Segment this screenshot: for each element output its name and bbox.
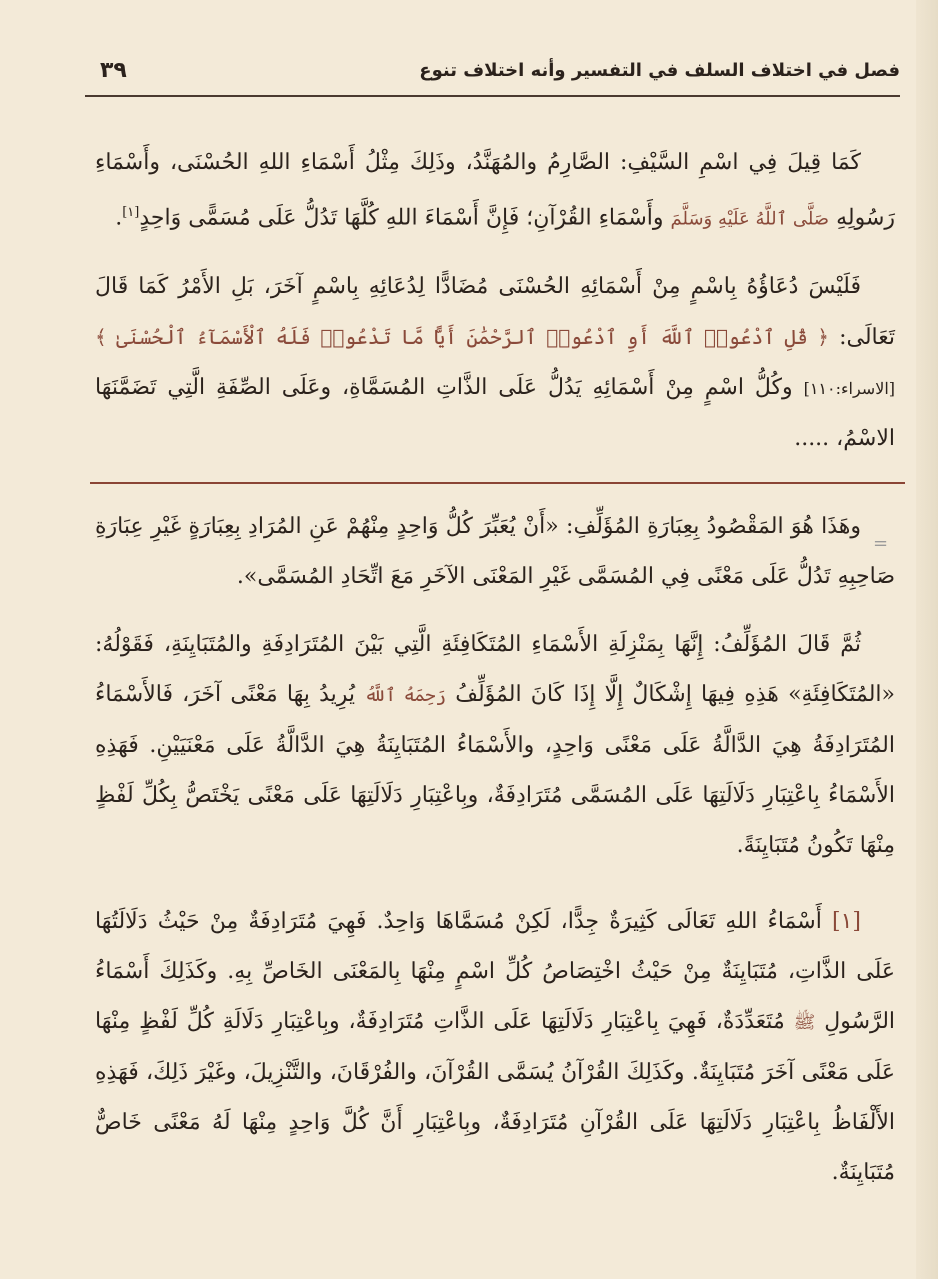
text-span: يُرِيدُ بِهَا مَعْنًى آخَرَ، فَالأَسْمَاءُ [95,682,356,708]
text-span: قَالَ تَعَالَى: [95,274,895,351]
text-span: عَلَى الذَّاتِ، مُتَبَايِنَةٌ مِنْ حَيْثُ اخْتِصَاصُ كُلِّ اسْمٍ مِنْهَا بِالمَعْنَى الخَاصِّ بِهِ. وكَذَلِكَ أَسْمَاءُ [95,959,895,985]
paragraph-1 [95,138,895,244]
honorific-salla: صَلَّى ٱللَّهُ عَلَيْهِ وَسَلَّمَ [670,208,830,230]
page-edge [916,0,938,1279]
text-span: «المُتَكَافِئَةِ» هَذِهِ فِيهَا إِشْكَالٌ إِلَّا إِذَا كَانَ المُؤَلِّفُ [455,682,895,708]
text-span: وهَذَا هُوَ المَقْصُودُ بِعِبَارَةِ المُؤَلِّفِ: «أَنْ يُعَبِّرَ كُلُّ وَاحِدٍ مِنْهُمْ عَنِ المُرَادِ بِعِبَارَةٍ غَيْرِ [150,514,861,540]
honorific-rahimahu: رَحِمَهُ ٱللَّهُ [364,685,446,707]
text-span: بِاعْتِبَارِ دَلَالَتِهَا عَلَى المُسَمَّى مُتَرَادِفَةٌ، وبِاعْتِبَارِ دَلَالَتِهَا عَلَى مَعْنًى يَخْتَصُّ بِكُلِّ لَفْظٍ مِنْهَا [95,783,895,859]
header-rule [85,95,900,97]
text-span: الرَّسُولِ [824,1009,896,1035]
text-span: مُتَعَدِّدَةٌ، فَهِيَ بِاعْتِبَارِ دَلَالَتِهَا عَلَى الذَّاتِ مُتَرَادِفَةٌ، وبِاعْتِبَارِ دَلَالَةِ كُلِّ لَفْظٍ [139,1009,785,1035]
text-span: عِبَارَةِ صَاحِبِهِ تَدُلُّ عَلَى مَعْنًى فِي المُسَمَّى غَيْرِ المَعْنَى الآخَرِ مَعَ اتِّحَادِ المُسَمَّى». [95,514,895,590]
chapter-title: فصل في اختلاف السلف في التفسير وأنه اختلاف تنوع [419,60,900,81]
page-body [95,138,895,1216]
text-span: . [115,205,123,231]
text-span: مَعْنًى خَاصٌّ مُتَبَايِنَةٌ. [95,1110,895,1186]
footnote-marker: [١] [831,909,861,935]
text-span: أَسْمَاءُ اللهِ تَعَالَى كَثِيرَةٌ جِدًّا، لَكِنْ مُسَمَّاهَا وَاحِدٌ. فَهِيَ مُتَرَادِفَةٌ مِنْ حَيْثُ دَلَالَتُهَا [95,909,822,935]
page-number: ٣٩ [100,58,127,83]
quran-verse: ﴿ قُلِ ٱدْعُوا۟ ٱللَّهَ أَوِ ٱدْعُوا۟ ٱلرَّحْمَٰنَ أَيًّا مَّا تَدْعُوا۟ فَلَهُ ٱلْأَسْمَآءُ ٱلْحُسْنَىٰ ﴾ [95,325,829,350]
margin-mark: = [873,533,889,554]
text-span: مِنْهَا عَلَى مَعْنًى آخَرَ مُتَبَايِنَةٌ. وكَذَلِكَ القُرْآنُ يُسَمَّى القُرْآنَ، والفُرْقَانَ، والتَّنْزِيلَ، وغَيْرَ [95,1009,895,1086]
text-span: وأَسْمَاءِ القُرْآنِ؛ فَإِنَّ أَسْمَاءَ اللهِ كُلَّهَا تَدُلُّ عَلَى مُسَمًّى [188,205,664,231]
paragraph-2 [95,262,895,464]
commentary-separator [90,482,905,484]
running-header [95,60,900,92]
paragraph-4 [95,620,895,871]
text-span: المُتَرَادِفَةُ هِيَ الدَّالَّةُ عَلَى مَعْنًى وَاحِدٍ، والأَسْمَاءُ المُتَبَايِنَةُ هِيَ الدَّالَّةُ عَلَى مَعْنَيَيْنِ. فَهَذِهِ الأَسْمَاءُ [95,733,895,809]
text-span: ثُمَّ قَالَ المُؤَلِّفُ: إِنَّهَا بِمَنْزِلَةِ الأَسْمَاءِ المُتَكَافِئَةِ الَّتِي بَيْنَ المُتَرَادِفَةِ والمُتَبَايِنَةِ، فَقَوْلُهُ: [95,632,861,658]
text-span: ذَلِكَ، فَهَذِهِ الأَلْفَاظُ بِاعْتِبَارِ دَلَالَتِهَا عَلَى القُرْآنِ مُتَرَادِفَةٌ، وبِاعْتِبَارِ أَنَّ كُلَّ وَاحِدٍ مِنْهَا لَهُ [95,1060,895,1136]
text-span: وَاحِدٍ [139,205,182,231]
text-span: تَكُونُ مُتَبَايِنَةً. [736,833,853,859]
text-span: وكُلُّ اسْمٍ مِنْ أَسْمَائِهِ يَدُلُّ عَلَى الذَّاتِ المُسَمَّاةِ، وعَلَى الصِّفَةِ الَّتِي تَضَمَّنَهَا الاسْمُ، ..... [95,375,895,452]
quran-reference: [الاسراء:١١٠] [803,379,895,399]
paragraph-3 [95,502,895,602]
text-span: كَمَا قِيلَ فِي اسْمِ السَّيْفِ: الصَّارِمُ والمُهَنَّدُ، وذَلِكَ مِثْلُ أَسْمَاءِ اللهِ الحُسْنَى، [169,150,861,175]
salla-symbol: ﷺ [793,1012,816,1034]
text-span: وأَسْمَاءِ رَسُولِهِ [95,150,895,231]
footnote-ref[interactable]: [١] [122,205,140,220]
text-span: فَلَيْسَ دُعَاؤُهُ بِاسْمٍ مِنْ أَسْمَائِهِ الحُسْنَى مُضَادًّا لِدُعَائِهِ بِاسْمٍ آخَرَ، بَلِ الأَمْرُ كَمَا [138,274,861,300]
footnote [95,897,895,1198]
